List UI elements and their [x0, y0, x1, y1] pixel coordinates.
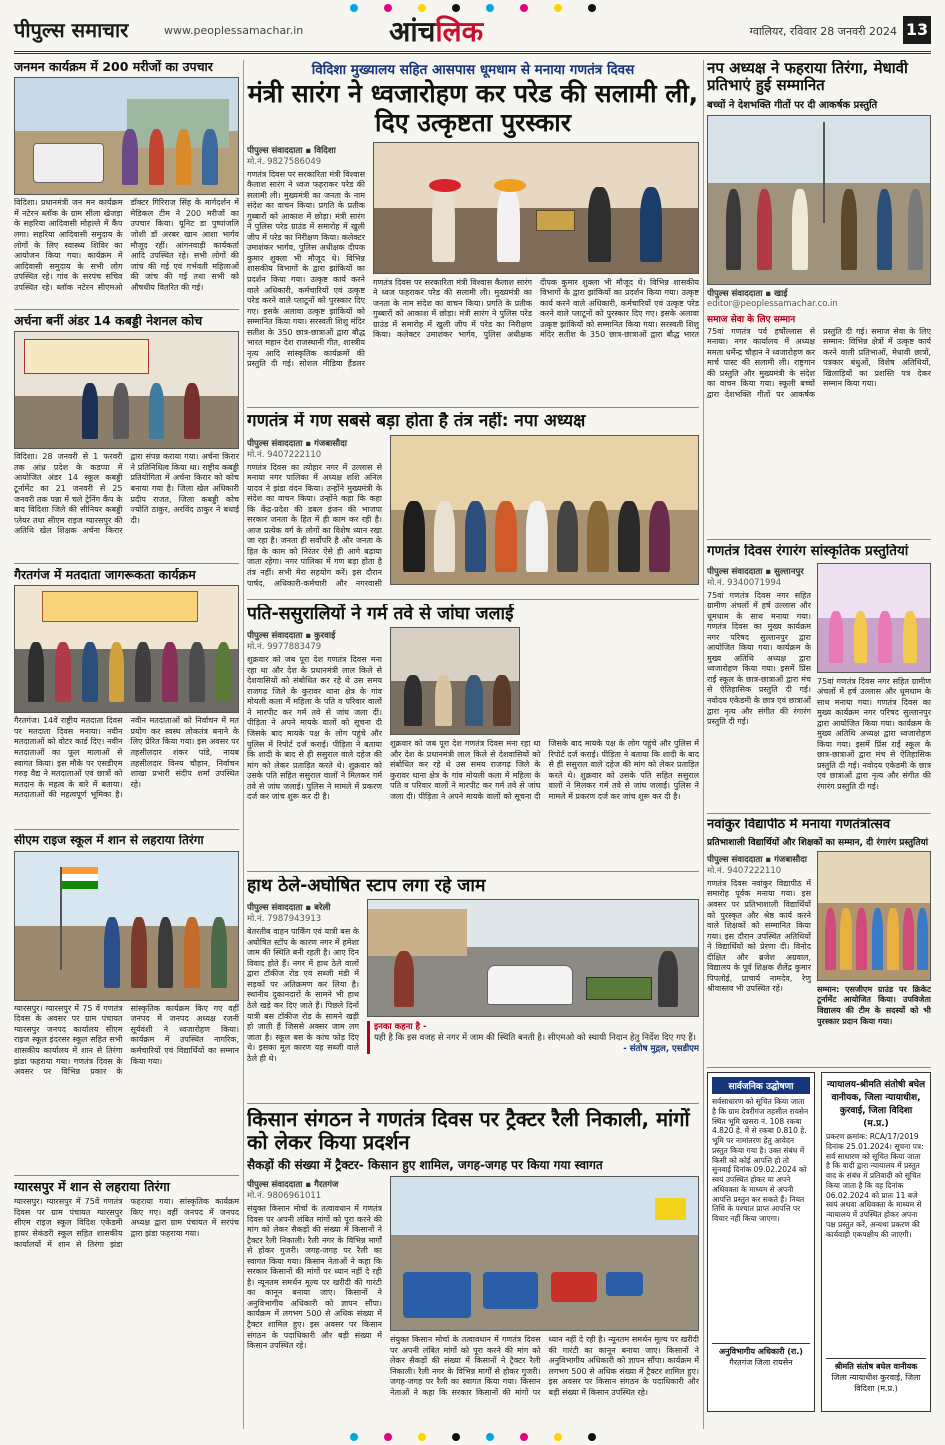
student-figure — [840, 908, 851, 969]
flag-white — [62, 874, 98, 881]
story-cultural-programs — [707, 544, 931, 814]
photo-floor — [15, 649, 238, 712]
photo-building — [818, 852, 930, 903]
notice-body: सर्वसाधारण को सूचित किया जाता है कि ग्राम देवरीगंज तहसील रायसेन स्थित भूमि खसरा नं. 108 रकबा 4.820 हे. में से रकबा 0.810 हे. भूमि पर नामांतरण हेतु आवेदन प्रस्तुत किया गया है। उक्त संबंध में किसी को कोई आपत्ति हो तो सुनवाई दिनांक 09.02.2024 को स्वयं उपस्थित होकर या अपने अधिवक्ता के माध्यम से अपनी आपत्ति प्रस्तुत कर सकते हैं। नियत तिथि के पश्चात प्राप्त आपत्ति पर विचार नहीं किया जाएगा। — [712, 1097, 809, 1223]
story-body-continued: 75वां गणतंत्र दिवस नगर सहित ग्रामीण अंचलों में हर्ष उल्लास और धूमधाम के साथ मनाया गया। गणतंत्र दिवस का मुख्य कार्यक्रम नगर परिषद सुल्तानपुर द्वारा आयोजित किया गया। कार्यक्रम के मुख्य अतिथि अध्यक्ष द्वारा ध्वजारोहण किया गया। इसमें प्रिंस राईं स्कूल के छात्र-छात्राओं द्वारा मंच से ऐतिहासिक प्रस्तुति दी गई। नवोदय एकेडमी के छात्र एवं छात्राओं द्वारा नृत्य और संगीत की रंगारंग प्रस्तुति दी गई। — [817, 676, 931, 791]
tractor-shape — [606, 1272, 643, 1296]
story-layout — [247, 627, 699, 860]
byline-name: पीपुल्स संवाददाता — [247, 631, 303, 642]
byline-name: पीपुल्स संवाददाता — [707, 566, 763, 577]
cyan-mark — [486, 4, 494, 12]
story-headline: किसान संगठन ने गणतंत्र दिवस पर ट्रैक्टर रैली निकाली, मांगों को लेकर किया प्रदर्शन — [247, 1108, 690, 1154]
person-figure — [403, 501, 424, 572]
photo-tractor-rally — [390, 1176, 699, 1331]
story-cm-rise-tiranga — [14, 834, 239, 1176]
black-mark — [452, 1433, 460, 1441]
person-figure — [640, 187, 663, 262]
photo-ground — [15, 926, 238, 1000]
photo-flag-hoisting — [14, 851, 239, 1001]
person-figure — [216, 642, 232, 702]
tractor-shape — [483, 1272, 538, 1309]
story-headline: अर्चना बनीं अंडर 14 कबड्डी नेशनल कोच — [14, 314, 203, 328]
photo-dance-performance — [817, 563, 931, 673]
person-figure — [131, 917, 147, 988]
byline: पीपुल्स संवाददाता ▪ कुरवाई मो.नं. 9977883479 — [247, 631, 336, 653]
photo-award-ceremony — [373, 142, 699, 274]
byline: पीपुल्स संवाददाता ▪ गैरतगंज मो.नं. 9806961011 — [247, 1180, 339, 1201]
story-headline: गणतंत्र दिवस रंगारंग सांस्कृतिक प्रस्तुतियां — [707, 544, 909, 559]
person-figure — [465, 501, 486, 572]
yellow-mark — [554, 1433, 562, 1441]
person-figure — [189, 642, 205, 702]
student-figure — [887, 908, 898, 969]
yellow-mark — [418, 4, 426, 12]
byline: पीपुल्स संवाददाता ▪ बरेली मो.नं. 7987943913 — [247, 903, 331, 925]
shop-shape — [368, 909, 467, 955]
story-text-col — [247, 1176, 382, 1426]
story-photo-col — [390, 1176, 699, 1426]
person-figure — [149, 129, 165, 185]
photo-kabaddi-coach — [14, 331, 239, 449]
photo-building — [391, 436, 698, 510]
flag-saffron — [62, 867, 98, 874]
story-minister-sarang — [247, 60, 699, 408]
byline-place: विदिशा — [314, 145, 336, 156]
photo-sky — [391, 1177, 698, 1235]
story-body-continued: गणतंत्र दिवस पर सरकारिता मंत्री विश्वास कैलाश सारंग ने ध्वज फहराकर परेड की सलामी ली। मुख्यमंत्री का जनता के नाम संदेश का वाचन किया। प्रगति के प्रतीक गुब्बारों को आकाश में छोड़ा। मंत्री सारंग ने पुलिस परेड ग्राउंड में समारोह में खुली जीप में परेड का निरीक्षण किया। कलेक्टर उमाशंकर भार्गव, पुलिस अधीक्षक दीपक कुमार शुक्ला भी मौजूद थे। विभिन्न शासकीय विभागों के द्वारा झांकियों का प्रदर्शन किया गया। उत्कृष्ट कार्य करने वाले अधिकारी, कर्मचारियों एवं उत्कृष्ट परेड करने वाले प्लाटूनों को पुरस्कार दिए गए। इसके अलावा उत्कृष्ट झांकियों को सम्मानित किया गया। सरस्वती शिशु मंदिर सतीश के 350 छात्र-छात्राओं द्वारा बौद्ध भारत — [373, 277, 699, 340]
story-body-continued: शुक्रवार को जब पूरा देश गणतंत्र दिवस मना रहा था और देश के प्रधानमंत्री लाल किले से देशवासियों को संबोधित कर रहे थे उस समय राजगढ़ जिले के कुरावर थाना क्षेत्र के गांव मोयली कला में महिला के पति व परिवार वालों ने मारपीट कर गर्म तवे से जांघ जला दी। पीड़िता ने अपने मायके वालों को सूचना दी जिसके बाद मायके पक्ष के लोग पहुंचे और पुलिस में रिपोर्ट दर्ज कराई। पीड़िता ने बताया कि शादी के बाद से ही ससुराल वाले दहेज की मांग को लेकर प्रताड़ित करते थे। शुक्रवार को उसके पति सहित ससुराल वालों ने मिलकर गर्म तवे से जांघ जलाई। पुलिस ने मामले में प्रकरण दर्ज कर जांच शुरू कर दी है। — [390, 739, 699, 801]
story-headline: नप अध्यक्ष ने फहराया तिरंगा, मेधावी प्रतिभाएं हुई सम्मानित — [707, 60, 908, 95]
masthead — [14, 14, 931, 54]
section-title — [389, 12, 483, 50]
byline-phone: मो.नं. 9977883479 — [247, 642, 322, 653]
story-photo-col — [367, 899, 699, 1095]
person-figure — [434, 501, 455, 572]
story-body: गणतंत्र दिवस पर सरकारिता मंत्री विश्वास कैलाश सारंग ने ध्वज फहराकर परेड की सलामी ली। मुख्यमंत्री का जनता के नाम संदेश का वाचन किया। प्रगति के प्रतीक गुब्बारों को आकाश में छोड़ा। मंत्री सारंग ने पुलिस परेड ग्राउंड में समारोह में खुली जीप में परेड का निरीक्षण किया। कलेक्टर उमाशंकर भार्गव, पुलिस अधीक्षक दीपक कुमार शुक्ला भी मौजूद थे। विभिन्न शासकीय विभागों के द्वारा झांकियों का प्रदर्शन किया गया। उत्कृष्ट कार्य करने वाले अधिकारी, कर्मचारियों एवं उत्कृष्ट परेड करने वाले प्लाटूनों को पुरस्कार दिए गए। इसके अलावा उत्कृष्ट झांकियों को सम्मानित किया गया। सरस्वती शिशु मंदिर सतीश के 350 छात्र-छात्राओं द्वारा बौद्ध भारत महान देश राजस्थानी गीत, शास्त्रीय नृत्य आदि सांस्कृतिक कार्यक्रमों की प्रस्तुति दी गई। सोशल मीडिया हैंडलर — [247, 169, 365, 369]
center-column — [247, 60, 699, 1429]
person-figure — [211, 917, 227, 988]
banner-shape — [24, 339, 149, 374]
photo-sky — [708, 116, 930, 183]
person-figure — [55, 642, 71, 702]
dancer-figure — [854, 611, 867, 663]
person-figure — [435, 675, 453, 726]
registration-marks-bottom — [14, 1433, 931, 1441]
person-figure — [465, 675, 483, 726]
person-figure — [184, 917, 200, 988]
story-archana-coach — [14, 314, 239, 564]
person-figure — [726, 189, 742, 270]
byline-place: सुल्तानपुर — [774, 566, 804, 577]
photo-ground — [708, 183, 930, 284]
subsection-label: समाज सेवा के लिए सम्मान — [707, 314, 796, 325]
story-subhead: सैकड़ों की संख्या में ट्रैक्टर- किसान हुए शामिल, जगह-जगह पर किया गया स्वागत — [247, 1158, 603, 1172]
story-body: संयुक्त किसान मोर्चा के तत्वावधान में गणतंत्र दिवस पर अपनी लंबित मांगों को पूरा करने की मांग को लेकर सैकड़ों की संख्या में किसानों ने ट्रैक्टर रैली निकाली। रैली नगर के विभिन्न मार्गों से होकर गुजरी। जगह-जगह पर रैली का स्वागत किया गया। किसान नेताओं ने कहा कि सरकार किसानों की मांगों पर ध्यान नहीं दे रही है। न्यूनतम समर्थन मूल्य पर खरीदी की गारंटी का कानून बनाया जाए। किसानों ने अनुविभागीय अधिकारी को ज्ञापन सौंपा। कार्यक्रम में लगभग 500 से अधिक संख्या में ट्रैक्टर शामिल हुए। इस अवसर पर किसान संगठन के पदाधिकारी और बड़ी संख्या में किसान उपस्थित रहे। — [247, 1204, 382, 1351]
brand-logo: पीपुल्स समाचार — [14, 18, 129, 42]
story-headline: ग्यारसपुर में शान से लहराया तिरंगा — [14, 1180, 170, 1194]
photo-traffic-jam — [367, 899, 699, 1017]
quote-text: यही है कि इस वजह से नगर में जाम की स्थिति बनती है। सीएमओ को स्थायी निदान हेतु निर्देश दिए गए हैं। — [374, 1033, 697, 1044]
byline-place: गैरतगंज — [314, 1180, 339, 1190]
public-notice — [707, 1072, 815, 1412]
left-column — [14, 60, 239, 1429]
notice-signatory: अनुविभागीय अधिकारी (रा.) — [719, 1347, 803, 1356]
turban-shape — [494, 179, 526, 192]
person-figure — [757, 189, 773, 270]
story-layout — [247, 142, 699, 370]
story-photo-col — [817, 851, 931, 1044]
story-body: गैरतगंज। 14वें राष्ट्रीय मतदाता दिवस पर मतदाता दिवस मनाया। नवीन मतदाताओं को वोटर कार्ड दिए। नवीन मतदाताओं का फूल मालाओं से स्वागत किया। इस मौके पर एसडीएम गरुड़ वैद्य ने मतदाताओं एवं छात्रों को मतदान के महत्व के बारे में बताया। मतदाताओं की महत्वपूर्ण भूमिका है। नवीन मतदाताओं को निर्वाचन में मत प्रयोग कर स्वस्थ लोकतंत्र बनाने के लिए प्रेरित किया गया। इस अवसर पर तहसीलदार शंकर पांडे, नायब तहसीलदार विनय चौहान, निर्वाचन शाखा प्रभारी संदीप शर्मा उपस्थित रहे। — [14, 716, 239, 800]
byline: पीपुल्स संवाददाता ▪ गंजबासौदा मो.नं. 9407222110 — [247, 438, 347, 460]
story-text-col — [247, 142, 365, 370]
right-column — [707, 60, 931, 1429]
student-figure — [856, 908, 867, 969]
story-body-continued: संयुक्त किसान मोर्चा के तत्वावधान में गणतंत्र दिवस पर अपनी लंबित मांगों को पूरा करने की मांग को लेकर सैकड़ों की संख्या में किसानों ने ट्रैक्टर रैली निकाली। रैली नगर के विभिन्न मार्गों से होकर गुजरी। जगह-जगह पर रैली का स्वागत किया गया। किसान नेताओं ने कहा कि सरकार किसानों की मांगों पर ध्यान नहीं दे रही है। न्यूनतम समर्थन मूल्य पर खरीदी की गारंटी का कानून बनाया जाए। किसानों ने अनुविभागीय अधिकारी को ज्ञापन सौंपा। कार्यक्रम में लगभग 500 से अधिक संख्या में ट्रैक्टर शामिल हुए। इस अवसर पर किसान संगठन के पदाधिकारी और बड़ी संख्या में किसान उपस्थित रहे। — [390, 1335, 699, 1397]
dancer-figure — [878, 611, 891, 663]
person-figure — [497, 187, 520, 262]
person-figure — [618, 501, 639, 572]
byline: पीपुल्स संवाददाता ▪ विदिशा मो.नं. 9827586049 — [247, 145, 336, 167]
notice-title: न्यायालय-श्रीमति संतोषी बघेल वानीयक, जिला न्यायाधीश, कुरवाई, जिला विदिशा (म.प्र.) — [826, 1080, 926, 1129]
section-title-part-a: आंच — [389, 15, 436, 48]
story-body: शुक्रवार को जब पूरा देश गणतंत्र दिवस मना रहा था और देश के प्रधानमंत्री लाल किले से देशवासियों को संबोधित कर रहे थे उस समय राजगढ़ जिले के कुरावर थाना क्षेत्र के गांव मोयली कला में महिला के पति व परिवार वालों ने मारपीट कर गर्म तवे से जांघ जला दी। पीड़िता ने अपने मायके वालों को सूचना दी जिसके बाद मायके पक्ष के लोग पहुंचे और पुलिस में रिपोर्ट दर्ज कराई। पीड़िता ने बताया कि शादी के बाद से ही ससुराल वाले दहेज की मांग को लेकर प्रताड़ित करते थे। शुक्रवार को उसके पति सहित ससुराल वालों ने मिलकर गर्म तवे से जांघ जलाई। पुलिस ने मामले में प्रकरण दर्ज कर जांच शुरू कर दी है। — [247, 655, 382, 802]
section-title-part-b: लिक — [435, 15, 484, 48]
byline-place: बरेली — [314, 903, 331, 914]
photo-sky — [15, 852, 238, 926]
story-body: 75वां गणतंत्र पर्व हर्षोल्लास से मनाया। नगर कार्यालय में अध्यक्ष ममता धर्मेन्द्र चौहान ने ध्वजारोहण कर मार्च पास्ट की सलामी ली। राष्ट्रगान की प्रस्तुति और मुख्यमंत्री के संदेश का वाचन किया गया। स्कूली बच्चों द्वारा देशभक्ति गीतों पर आकर्षक प्रस्तुति दी गई। समाज सेवा के लिए सम्मान: विभिन्न क्षेत्रों में उत्कृष्ट कार्य करने वाली प्रतिभाओं, मेधावी छात्रों, पत्रकार बंधुओं, विशेष अतिथियों, खिलाड़ियों का प्रशस्ति पत्र देकर सम्मान किया गया। — [707, 326, 931, 399]
byline-phone: मो.नं. 9407222110 — [707, 865, 782, 876]
story-body: विदिशा। प्रधानमंत्री जन मन कार्यक्रम में नटेरन ब्लॉक के ग्राम सीला खेजड़ा के सहरिया आदिवासी मोहल्ले में कैंप लगा। सहरिया आदिवासी समुदाय के लोगों के लिए स्वास्थ्य शिविर का आयोजन किया गया। कार्यक्रम में आदिवासी समुदाय के सभी लोग उपस्थित रहे। गांव के सरपंच सचिव उपस्थित रहे। ब्लॉक नटेरन सीएमओ डॉक्टर गिरिराज सिंह के मार्गदर्शन में मेडिकल टीम ने 200 मरीजों का उपचार किया। यूनिट डा पुष्पांजलि जोशी डॉ अरबर खान आशा भार्गव मौजूद रहीं। आंगनवाड़ी कार्यकर्ता आदि उपस्थित रहे। सभी लोगों की जांच की गई एवं गर्भवती महिलाओं की जांच की गई तथा सभी को औषधीय वितरित की गई। — [14, 198, 239, 292]
person-figure — [877, 189, 893, 270]
notice-signature — [712, 1343, 810, 1368]
story-body: गणतंत्र दिवस नवांकुर विद्यापीठ में समारोह पूर्वक मनाया गया। इस अवसर पर प्रतिभाशाली विद्यार्थियों को पुरस्कृत और श्रेष्ठ कार्य करने वाले शिक्षकों को सम्मानित किया गया। इस दौरान उपस्थित अतिथियों ने विद्यार्थियों को प्रेरणा दी। विनोद दीक्षित और ब्रजेश अग्रवाल, विद्यालय के पूर्व शिक्षक शैलेंद्र कुमार पिपलोई, प्राचार्य नामदेव, रेणु श्रीवास्तव भी उपस्थित रहे। — [707, 878, 811, 994]
story-body: गणतंत्र दिवस का त्योहार नगर में उल्लास से मनाया नगर पालिका में अध्यक्ष शशि अनिल यादव ने झंडा वंदन किया। उन्होंने मुख्यमंत्री के संदेश का वाचन किया। उन्होंने कहा कि कहा कि केंद्र-प्रदेश की डबल इंजन की भाजपा सरकार जनता के हित में ही काम कर रही है। आज प्रत्येक वर्ग के लोगों का विशेष ध्यान रखा जा रहा है। जनता ही सर्वोपरि है और जनता के हित के काम को निरंतर ऐसे ही आगे बढ़ाया जाता रहेगा। नगर पालिका में गण बड़ा होता है तंत्र नहीं। सभी मेरा सहयोग करें। इस दौरान पार्षद, अधिकारी-कर्मचारी और नगरवासी — [247, 462, 382, 588]
byline-place: कुरवाई — [314, 631, 336, 642]
story-headline: सीएम राइज स्कूल में शान से लहराया तिरंगा — [14, 834, 204, 847]
dancer-figure — [903, 611, 916, 663]
notice-signatory-office: गैरतगंज जिला रायसेन — [729, 1358, 793, 1367]
person-figure — [841, 189, 857, 270]
byline: पीपुल्स संवाददाता ▪ सुल्तानपुर मो.नं. 9340071994 — [707, 566, 804, 588]
student-figure — [917, 908, 928, 969]
byline-place: गंजबासौदा — [774, 854, 807, 865]
person-figure — [28, 642, 44, 702]
photo-stage-backdrop — [818, 564, 930, 618]
yellow-mark — [418, 1433, 426, 1441]
person-figure — [404, 675, 422, 726]
story-text-col — [707, 851, 811, 1044]
black-mark — [452, 4, 460, 12]
person-figure — [587, 501, 608, 572]
column-rule — [243, 60, 244, 1429]
notice-title: सार्वजनिक उद्घोषणा — [712, 1077, 810, 1094]
student-figure — [903, 908, 914, 969]
person-figure — [176, 129, 192, 185]
page-number: 13 — [903, 16, 931, 44]
story-layout — [707, 851, 931, 1044]
story-text-col — [247, 435, 382, 588]
notices-row — [707, 1072, 931, 1412]
court-notice — [821, 1072, 931, 1412]
person-figure — [184, 383, 200, 439]
person-figure — [432, 187, 455, 262]
byline-phone: मो.नं. 9407222110 — [247, 449, 322, 460]
byline-name: पीपुल्स संवाददाता — [707, 854, 763, 865]
person-figure — [649, 501, 670, 572]
column-rule — [703, 60, 704, 1429]
person-figure — [202, 129, 218, 185]
story-headline: गैरतगंज में मतदाता जागरूकता कार्यक्रम — [14, 568, 196, 582]
person-figure — [526, 501, 547, 572]
photo-school-students — [817, 851, 931, 981]
person-figure — [658, 951, 678, 1007]
magenta-mark — [520, 4, 528, 12]
byline-name: पीपुल्स संवाददाता — [247, 903, 303, 914]
black-mark — [588, 1433, 596, 1441]
quote-by: - संतोष मुद्गल, एसडीएम — [623, 1044, 699, 1055]
story-navankur-vidyapeeth — [707, 818, 931, 1068]
story-layout — [707, 563, 931, 797]
story-napa-tiranga — [707, 60, 931, 540]
photo-wall — [391, 628, 519, 681]
magenta-mark — [384, 1433, 392, 1441]
person-figure — [557, 501, 578, 572]
cyan-mark — [350, 1433, 358, 1441]
story-headline: मंत्री सारंग ने ध्वजारोहण कर परेड की सलामी ली, दिए उत्कृष्टता पुरस्कार — [247, 79, 699, 137]
story-janman-camp — [14, 60, 239, 310]
flag-pole — [823, 122, 825, 223]
person-figure — [135, 642, 151, 702]
photo-voter-day — [14, 585, 239, 713]
story-layout — [247, 435, 699, 588]
byline-phone: मो.नं. 9340071994 — [707, 577, 782, 588]
story-body: विदिशा। 28 जनवरी से 1 फरवरी तक आंध्र प्रदेश के कडप्पा में आयोजित अंडर 14 स्कूल कबड्डी टूर्नामेंट का 21 जनवरी से 25 जनवरी तक पन्ना में चले ट्रेनिंग कैंप के बाद विदिशा जिले की सीनियर कबड्डी प्लेयर तथा सीएम राइज ग्यारसपुर की अतिथि खेल शिक्षक अर्चना किरार द्वारा संपन्न कराया गया। अर्चना किरार ने प्रतिनिधित्व किया था। राष्ट्रीय कबड्डी प्रतियोगिता में अर्चना किरार को कोच बनाया गया है। जिला खेल अधिकारी प्रदीप राजत, जिला कबड्डी कोच ज्योति ठाकुर, अरविंद ठाकुर ने बधाई दी। — [14, 452, 239, 536]
person-figure — [792, 189, 808, 270]
story-headline: नवांकुर विद्यापीठ में मनाया गणतंत्रोत्सव — [707, 818, 891, 832]
student-figure — [872, 908, 883, 969]
story-napa-president — [247, 412, 699, 600]
story-hot-tawa — [247, 604, 699, 872]
cyan-mark — [350, 4, 358, 12]
plaque-shape — [536, 210, 575, 231]
story-voter-awareness — [14, 568, 239, 830]
person-figure — [149, 383, 165, 439]
story-body: 75वां गणतंत्र दिवस नगर सहित ग्रामीण अंचलों में हर्ष उल्लास और धूमधाम के साथ मनाया गया। गणतंत्र दिवस का मुख्य कार्यक्रम नगर परिषद सुल्तानपुर द्वारा आयोजित किया गया। कार्यक्रम के मुख्य अतिथि अध्यक्ष द्वारा ध्वजारोहण किया गया। इसमें प्रिंस राईं स्कूल के छात्र-छात्राओं द्वारा मंच से ऐतिहासिक प्रस्तुति दी गई। नवोदय एकेडमी के छात्र एवं छात्राओं द्वारा नृत्य और संगीत की रंगारंग प्रस्तुति दी गई। — [707, 590, 811, 727]
byline-phone: मो.नं. 9806961011 — [247, 1191, 322, 1201]
photo-napa-ceremony — [707, 115, 931, 285]
magenta-mark — [384, 4, 392, 12]
story-layout — [247, 1176, 699, 1426]
person-figure — [113, 383, 129, 439]
photo-nagar-palika — [390, 435, 699, 585]
byline-name: पीपुल्स संवाददाता — [247, 145, 303, 156]
quote-row — [367, 1021, 699, 1054]
story-headline: पति-ससुरालियों ने गर्म तवे से जांघा जलाई — [247, 604, 514, 624]
yellow-mark — [554, 4, 562, 12]
magenta-mark — [520, 1433, 528, 1441]
story-gyaraspur-tiranga — [14, 1180, 239, 1330]
black-mark — [588, 4, 596, 12]
person-figure — [82, 642, 98, 702]
byline-phone: मो.नं. 9827586049 — [247, 156, 322, 167]
story-layout — [247, 899, 699, 1095]
student-figure — [825, 908, 836, 969]
story-text-col — [707, 563, 811, 797]
byline-name: पीपुल्स संवाददाता — [707, 288, 763, 299]
byline: पीपुल्स संवाददाता ▪ खाई editor@peoplessamachar.co.in — [707, 288, 838, 309]
notice-signatory: श्रीमति संतोष बघेल वानीयक — [834, 1362, 918, 1371]
issue-date: ग्वालियर, रविवार 28 जनवरी 2024 — [749, 25, 897, 38]
story-kicker: विदिशा मुख्यालय सहित आसपास धूमधाम से मनाया गणतंत्र दिवस — [311, 62, 635, 78]
person-figure — [588, 187, 611, 262]
person-figure — [493, 675, 511, 726]
story-text-col — [247, 899, 359, 1095]
byline-name: पीपुल्स संवाददाता — [247, 438, 303, 449]
vehicle-shape — [33, 143, 104, 182]
person-figure — [495, 501, 516, 572]
story-text-col — [247, 627, 382, 860]
story-headline: गणतंत्र में गण सबसे बड़ा होता है तंत्र नहीं: नपा अध्यक्ष — [247, 412, 586, 431]
byline-phone: मो.नं. 7987943913 — [247, 914, 322, 925]
story-hand-carts-jam — [247, 876, 699, 1104]
registration-marks-top — [14, 4, 931, 12]
photo-police-complaint — [390, 627, 520, 735]
person-figure — [82, 383, 98, 439]
byline-email[interactable]: editor@peoplessamachar.co.in — [707, 298, 838, 309]
person-figure — [109, 642, 125, 702]
story-photo-col — [817, 563, 931, 797]
person-figure — [104, 917, 120, 988]
cart-shape — [586, 977, 652, 1000]
person-figure — [162, 642, 178, 702]
flag-green — [62, 881, 98, 888]
story-headline: हाथ ठेले-अघोषित स्टाप लगा रहे जाम — [247, 876, 486, 896]
person-figure — [394, 951, 414, 1007]
story-body: ग्यारसपुर। ग्यारसपुर में 75 वें गणतंत्र दिवस के अवसर पर ग्राम पंचायत ग्यारसपुर जनपद कार्यालय सीएम राइज स्कूल इंदरसर स्कूल सहित सभी शासकीय कार्यालय में शान से तिरंगा झंडा फहराया गया। गणतंत्र दिवस के अवसर पर विभिन्न प्रकार के सांस्कृतिक कार्यक्रम किए गए वहीं जनपद में जनपद अध्यक्ष रजनी सूर्यवंशी ने ध्वजारोहण किया। कार्यक्रम में उपस्थित नागरिक, कर्मचारियों एवं विद्यार्थियों का सम्मान किया गया। — [14, 1003, 239, 1077]
byline-name: पीपुल्स संवाददाता — [247, 1180, 303, 1190]
site-url[interactable]: www.peoplessamachar.in — [164, 24, 304, 37]
byline-place: खाई — [774, 288, 788, 299]
story-body: ग्यारसपुर। ग्यारसपुर में 75वें गणतंत्र दिवस पर ग्राम पंचायत ग्यारसपुर सीएम राइज स्कूल विदिश एकेडमी हायर सेकंडरी स्कूल सहित शासकीय कार्यालयों में शान से तिरंगा झंडा फहराया गया। सांस्कृतिक कार्यक्रम किए गए। वहीं जनपद में जनपद अध्यक्ष द्वारा ग्राम पंचायत में सरपंच द्वारा झंडा फहराया गया। — [14, 1197, 239, 1249]
byline-place: गंजबासौदा — [314, 438, 347, 449]
car-shape — [487, 965, 573, 1004]
flag-shape — [655, 1198, 686, 1219]
cyan-mark — [486, 1433, 494, 1441]
story-tractor-rally — [247, 1108, 699, 1426]
person-figure — [908, 189, 924, 270]
quote-title: इनका कहना है - — [374, 1022, 427, 1033]
story-photo-col — [390, 627, 699, 860]
story-subhead: बच्चों ने देशभक्ति गीतों पर दी आकर्षक प्रस्तुति — [707, 99, 878, 111]
story-headline: जनमन कार्यक्रम में 200 मरीजों का उपचार — [14, 60, 213, 74]
banner-shape — [42, 591, 198, 621]
turban-shape — [429, 179, 461, 192]
dancer-figure — [829, 611, 842, 663]
official-quote — [367, 1021, 699, 1054]
photo-health-camp — [14, 77, 239, 195]
tractor-shape — [403, 1272, 471, 1318]
story-photo-col — [373, 142, 699, 370]
story-body: बेतरतीब वाहन पार्किंग एवं यात्री बस के अघोषित स्टॉप के कारण नगर में हमेशा जाम की स्थिति बनी रहती है। आए दिन विवाद होते हैं। नगर में हाथ ठेले वालों द्वारा टॉकीज रोड एवं सब्जी मंडी में सड़कों पर अतिक्रमण कर लिया है। स्थानीय दुकानदारों के सामने भी हाथ ठेले खड़े कर दिए जाते हैं। पिछले दिनों यात्री बस टॉकीज रोड के सामने खड़ी हो जाती हैं जिससे अक्सर जाम लग जाता है। स्कूल बस के कांच फोड़ दिए थे। इसका मूल कारण यह सब्जी वाले ठेले ही थे। — [247, 927, 359, 1063]
notice-signatory-office: जिला न्यायाधीश कुरवाई, जिला विदिशा (म.प्र.) — [831, 1373, 921, 1393]
byline: पीपुल्स संवाददाता ▪ गंजबासौदा मो.नं. 9407222110 — [707, 854, 807, 876]
story-subhead: प्रतिभाशाली विद्यार्थियों और शिक्षकों का सम्मान, दी रंगारंग प्रस्तुतियां — [707, 837, 929, 848]
story-thanks: सम्मान: एसजीएम ग्राउंड पर क्रिकेट टूर्नामेंट आयोजित किया। उपविजेता विद्यालय की टीम के सदस्यों को भी पुरस्कार प्रदान किया गया। — [817, 984, 931, 1026]
tractor-shape — [551, 1272, 597, 1303]
person-figure — [158, 917, 174, 988]
notice-signature — [826, 1358, 926, 1394]
notice-body: प्रकरण क्रमांक: RCA/17/2019 दिनांक 25.01.2024। सूचना पत्र: सर्व साधारण को सूचित किया जाता है कि वादी द्वारा न्यायालय में प्रस्तुत वाद के संबंध में प्रतिवादी को सूचित किया जाता है कि वह दिनांक 06.02.2024 को प्रातः 11 बजे स्वयं अथवा अधिवक्ता के माध्यम से न्यायालय में उपस्थित होकर अपना पक्ष प्रस्तुत करें, अन्यथा प्रकरण की कार्यवाही एकपक्षीय की जाएगी। — [826, 1132, 924, 1239]
person-figure — [122, 129, 138, 185]
